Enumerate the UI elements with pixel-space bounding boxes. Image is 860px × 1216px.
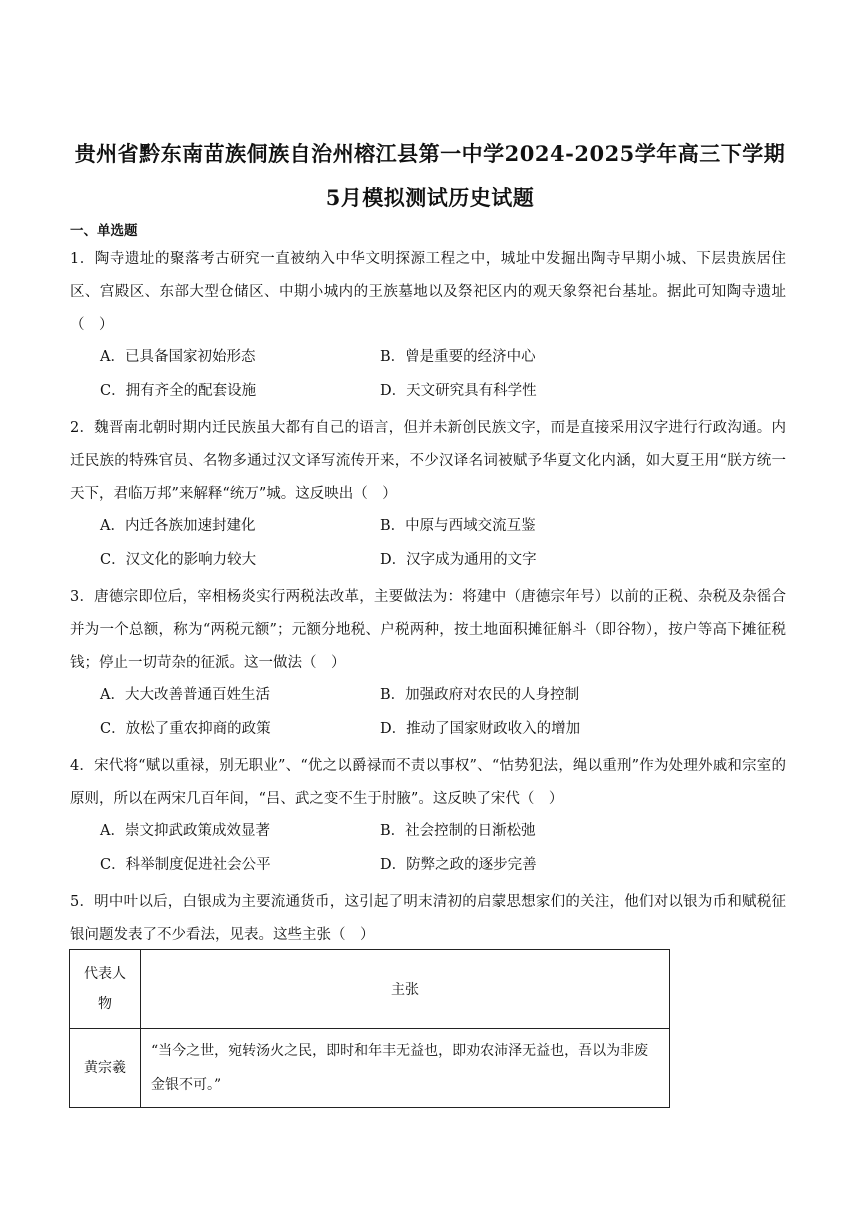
question-3-text: 3．唐德宗即位后，宰相杨炎实行两税法改革，主要做法为：将建中（唐德宗年号）以前的正税、杂税及杂徭合并为一个总额，称为“两税元额”；元额分地税、户税两种，按土地面积摊征斛斗（即谷物），按户等高下摊征税钱；停止一切苛杂的征派。这一做法（ ） [70,589,786,671]
question-2-option-a[interactable]: A．内迁各族加速封建化 [100,518,256,534]
question-1-option-b[interactable]: B．曾是重要的经济中心 [380,349,536,365]
question-3-option-a[interactable]: A．大大改善普通百姓生活 [100,687,270,703]
question-4-option-a[interactable]: A．崇文抑武政策成效显著 [100,823,270,839]
question-1-text: 1．陶寺遗址的聚落考古研究一直被纳入中华文明探源工程之中，城址中发掘出陶寺早期小城、下层贵族居住区、宫殿区、东部大型仓储区、中期小城内的王族墓地以及祭祀区内的观天象祭祀台基址。据此可知陶寺遗址（ ） [70,251,786,333]
question-2-option-b[interactable]: B．中原与西域交流互鉴 [380,518,536,534]
table-row [70,1029,670,1108]
table-cell-claim: “当今之世，宛转汤火之民，即时和年丰无益也，即劝农沛泽无益也，吾以为非废金银不可。” [141,1029,670,1108]
question-4-text: 4．宋代将“赋以重禄，别无职业”、“优之以爵禄而不责以事权”、“怙势犯法，绳以重刑”作为处理外戚和宗室的原则，所以在两宋几百年间，“吕、武之变不生于肘腋”。这反映了宋代（ ） [70,758,786,807]
table-cell-person: 黄宗羲 [70,1029,141,1108]
question-4-option-b[interactable]: B．社会控制的日渐松弛 [380,823,536,839]
table-header-person: 代表人物 [70,950,141,1029]
exam-title-line1: 贵州省黔东南苗族侗族自治州榕江县第一中学2024-2025学年高三下学期 [74,141,786,166]
question-2-text: 2．魏晋南北朝时期内迁民族虽大都有自己的语言，但并未新创民族文字，而是直接采用汉字进行行政沟通。内迁民族的特殊官员、名物多通过汉文译写流传开来，不少汉译名词被赋予华夏文化内涵，如大夏王用“朕方统一天下，君临万邦”来解释“统万”城。这反映出（ ） [70,420,786,502]
question-3-option-b[interactable]: B．加强政府对农民的人身控制 [380,687,580,703]
question-2-option-d[interactable]: D．汉字成为通用的文字 [380,552,537,568]
question-4-option-d[interactable]: D．防弊之政的逐步完善 [380,857,537,873]
question-1-option-a[interactable]: A．已具备国家初始形态 [100,349,256,365]
question-1-option-c[interactable]: C．拥有齐全的配套设施 [100,383,257,399]
table-header-claim: 主张 [141,950,670,1029]
question-3-option-c[interactable]: C．放松了重农抑商的政策 [100,721,271,737]
question-5-table [69,949,670,1108]
table-header-row [70,950,670,1029]
question-2-option-c[interactable]: C．汉文化的影响力较大 [100,552,257,568]
question-4-option-c[interactable]: C．科举制度促进社会公平 [100,857,271,873]
question-3-option-d[interactable]: D．推动了国家财政收入的增加 [380,721,581,737]
exam-title-line2: 5月模拟测试历史试题 [325,185,535,210]
section-heading: 一、单选题 [70,223,138,239]
question-5-text: 5．明中叶以后，白银成为主要流通货币，这引起了明末清初的启蒙思想家们的关注，他们对以银为币和赋税征银问题发表了不少看法，见表。这些主张（ ） [70,894,786,943]
question-1-option-d[interactable]: D．天文研究具有科学性 [380,383,537,399]
